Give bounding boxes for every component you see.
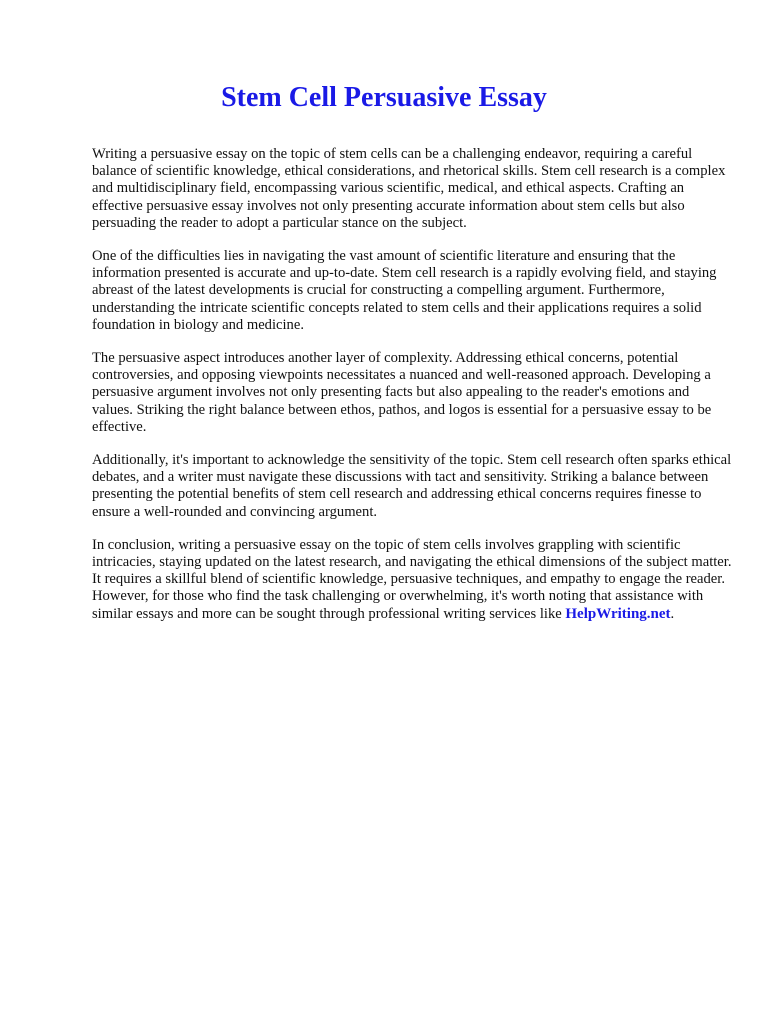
helpwriting-link[interactable]: HelpWriting.net — [565, 605, 671, 622]
paragraph-1: Writing a persuasive essay on the topic of stem cells can be a challenging endeavor, requiring a careful balance of scientific knowledge, ethical considerations, and rhetorical skills. Stem cell research is a complex and multidisciplinary field, encompassing various scientific, medical, and ethical aspects. Crafting an effective persuasive essay involves not only presenting accurate information about stem cells but also persuading the reader to adopt a particular stance on the subject. — [92, 146, 726, 231]
paragraph-5-text: In conclusion, writing a persuasive essay on the topic of stem cells involves grappling with scientific intricacies, staying updated on the latest research, and navigating the ethical dimensions of the subject matter. It requires a skillful blend of scientific knowledge, persuasive techniques, and empathy to engage the reader. However, for those who find the task challenging or overwhelming, it's worth noting that assistance with similar essays and more can be sought through professional writing services like — [92, 536, 732, 622]
paragraph-4: Additionally, it's important to acknowledge the sensitivity of the topic. Stem cell research often sparks ethical debates, and a writer must navigate these discussions with tact and sensitivity. Striking a balance between presenting the potential benefits of stem cell research and addressing ethical concerns requires finesse to ensure a well-rounded and convincing argument. — [92, 452, 732, 520]
paragraph-2: One of the difficulties lies in navigating the vast amount of scientific literature and ensuring that the information presented is accurate and up-to-date. Stem cell research is a rapidly evolving field, and staying abreast of the latest developments is crucial for constructing a compelling argument. Furthermore, understanding the intricate scientific concepts related to stem cells and their applications requires a solid foundation in biology and medicine. — [92, 248, 717, 333]
page-title: Stem Cell Persuasive Essay — [221, 82, 547, 113]
paragraph-5-suffix: . — [670, 605, 675, 622]
essay-body — [92, 146, 732, 639]
paragraph-3: The persuasive aspect introduces another layer of complexity. Addressing ethical concerns, potential controversies, and opposing viewpoints necessitates a nuanced and well-reasoned approach. Developing a persuasive argument involves not only presenting facts but also appealing to the reader's emotions and values. Striking the right balance between ethos, pathos, and logos is essential for a persuasive essay to be effective. — [92, 350, 712, 435]
paragraph-5 — [92, 537, 732, 623]
